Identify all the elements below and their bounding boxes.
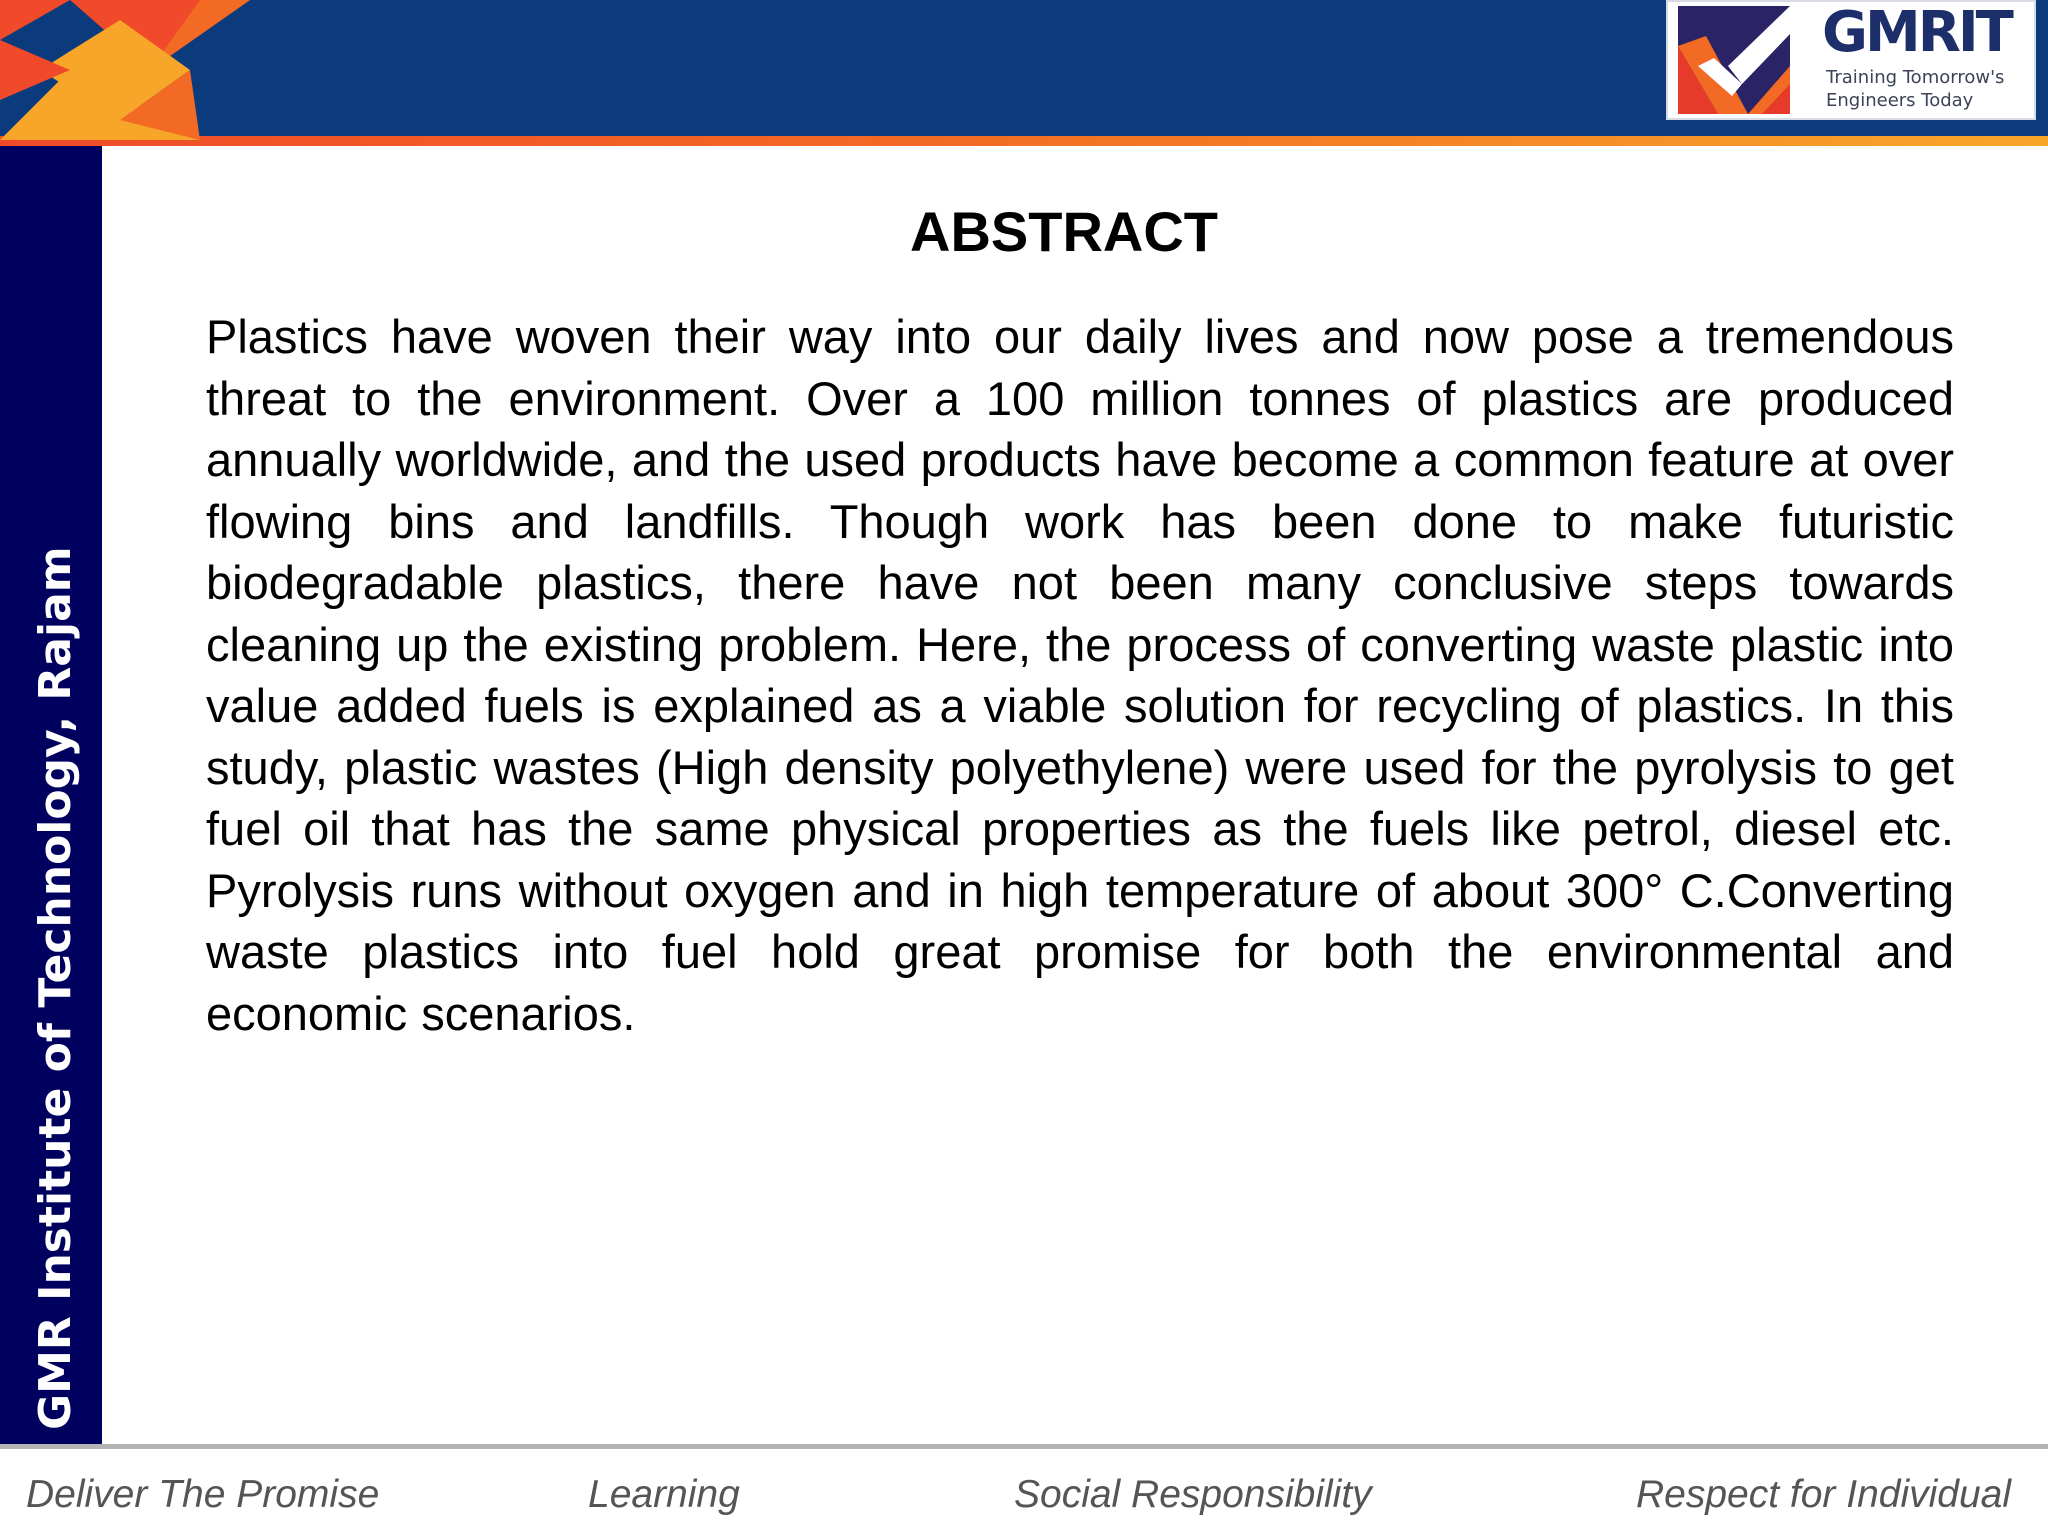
header-decoration-icon bbox=[0, 0, 260, 140]
footer-value-deliver: Deliver The Promise bbox=[26, 1473, 380, 1516]
abstract-text: Plastics have woven their way into our daily lives and now pose a tremendous threat to the environment. Over a 100 million tonnes of plastics are produced annually worldwide, and the used products have become a common feature at over flowing bins and landfills. Though work has been done to make futuristic biodegradable plastics, there have not been many conclusive steps towards cleaning up the existing problem. Here, the process of converting waste plastic into value added fuels is explained as a viable solution for recycling of plastics. In this study, plastic wastes (High density polyethylene) were used for the pyrolysis to get fuel oil that has the same physical properties as the fuels like petrol, diesel etc. Pyrolysis runs without oxygen and in high temperature of about 300° C.Converting waste plastics into fuel hold great promise for both the environmental and economic scenarios. bbox=[206, 310, 1954, 1040]
footer bbox=[0, 1449, 2048, 1536]
institute-name: GMR Institute of Technology, Rajam bbox=[30, 546, 81, 1430]
footer-value-learning: Learning bbox=[588, 1473, 740, 1516]
logo-name: GMRIT bbox=[1822, 0, 2011, 65]
footer-value-social: Social Responsibility bbox=[1014, 1473, 1372, 1516]
logo-tagline: Training Tomorrow's Engineers Today bbox=[1826, 67, 2005, 111]
gmrit-logo-icon bbox=[1678, 6, 1790, 114]
logo bbox=[1666, 0, 2036, 120]
footer-value-respect: Respect for Individual bbox=[1636, 1473, 2012, 1516]
header-accent-stripe bbox=[0, 136, 2048, 146]
page-title: ABSTRACT bbox=[910, 200, 1218, 263]
